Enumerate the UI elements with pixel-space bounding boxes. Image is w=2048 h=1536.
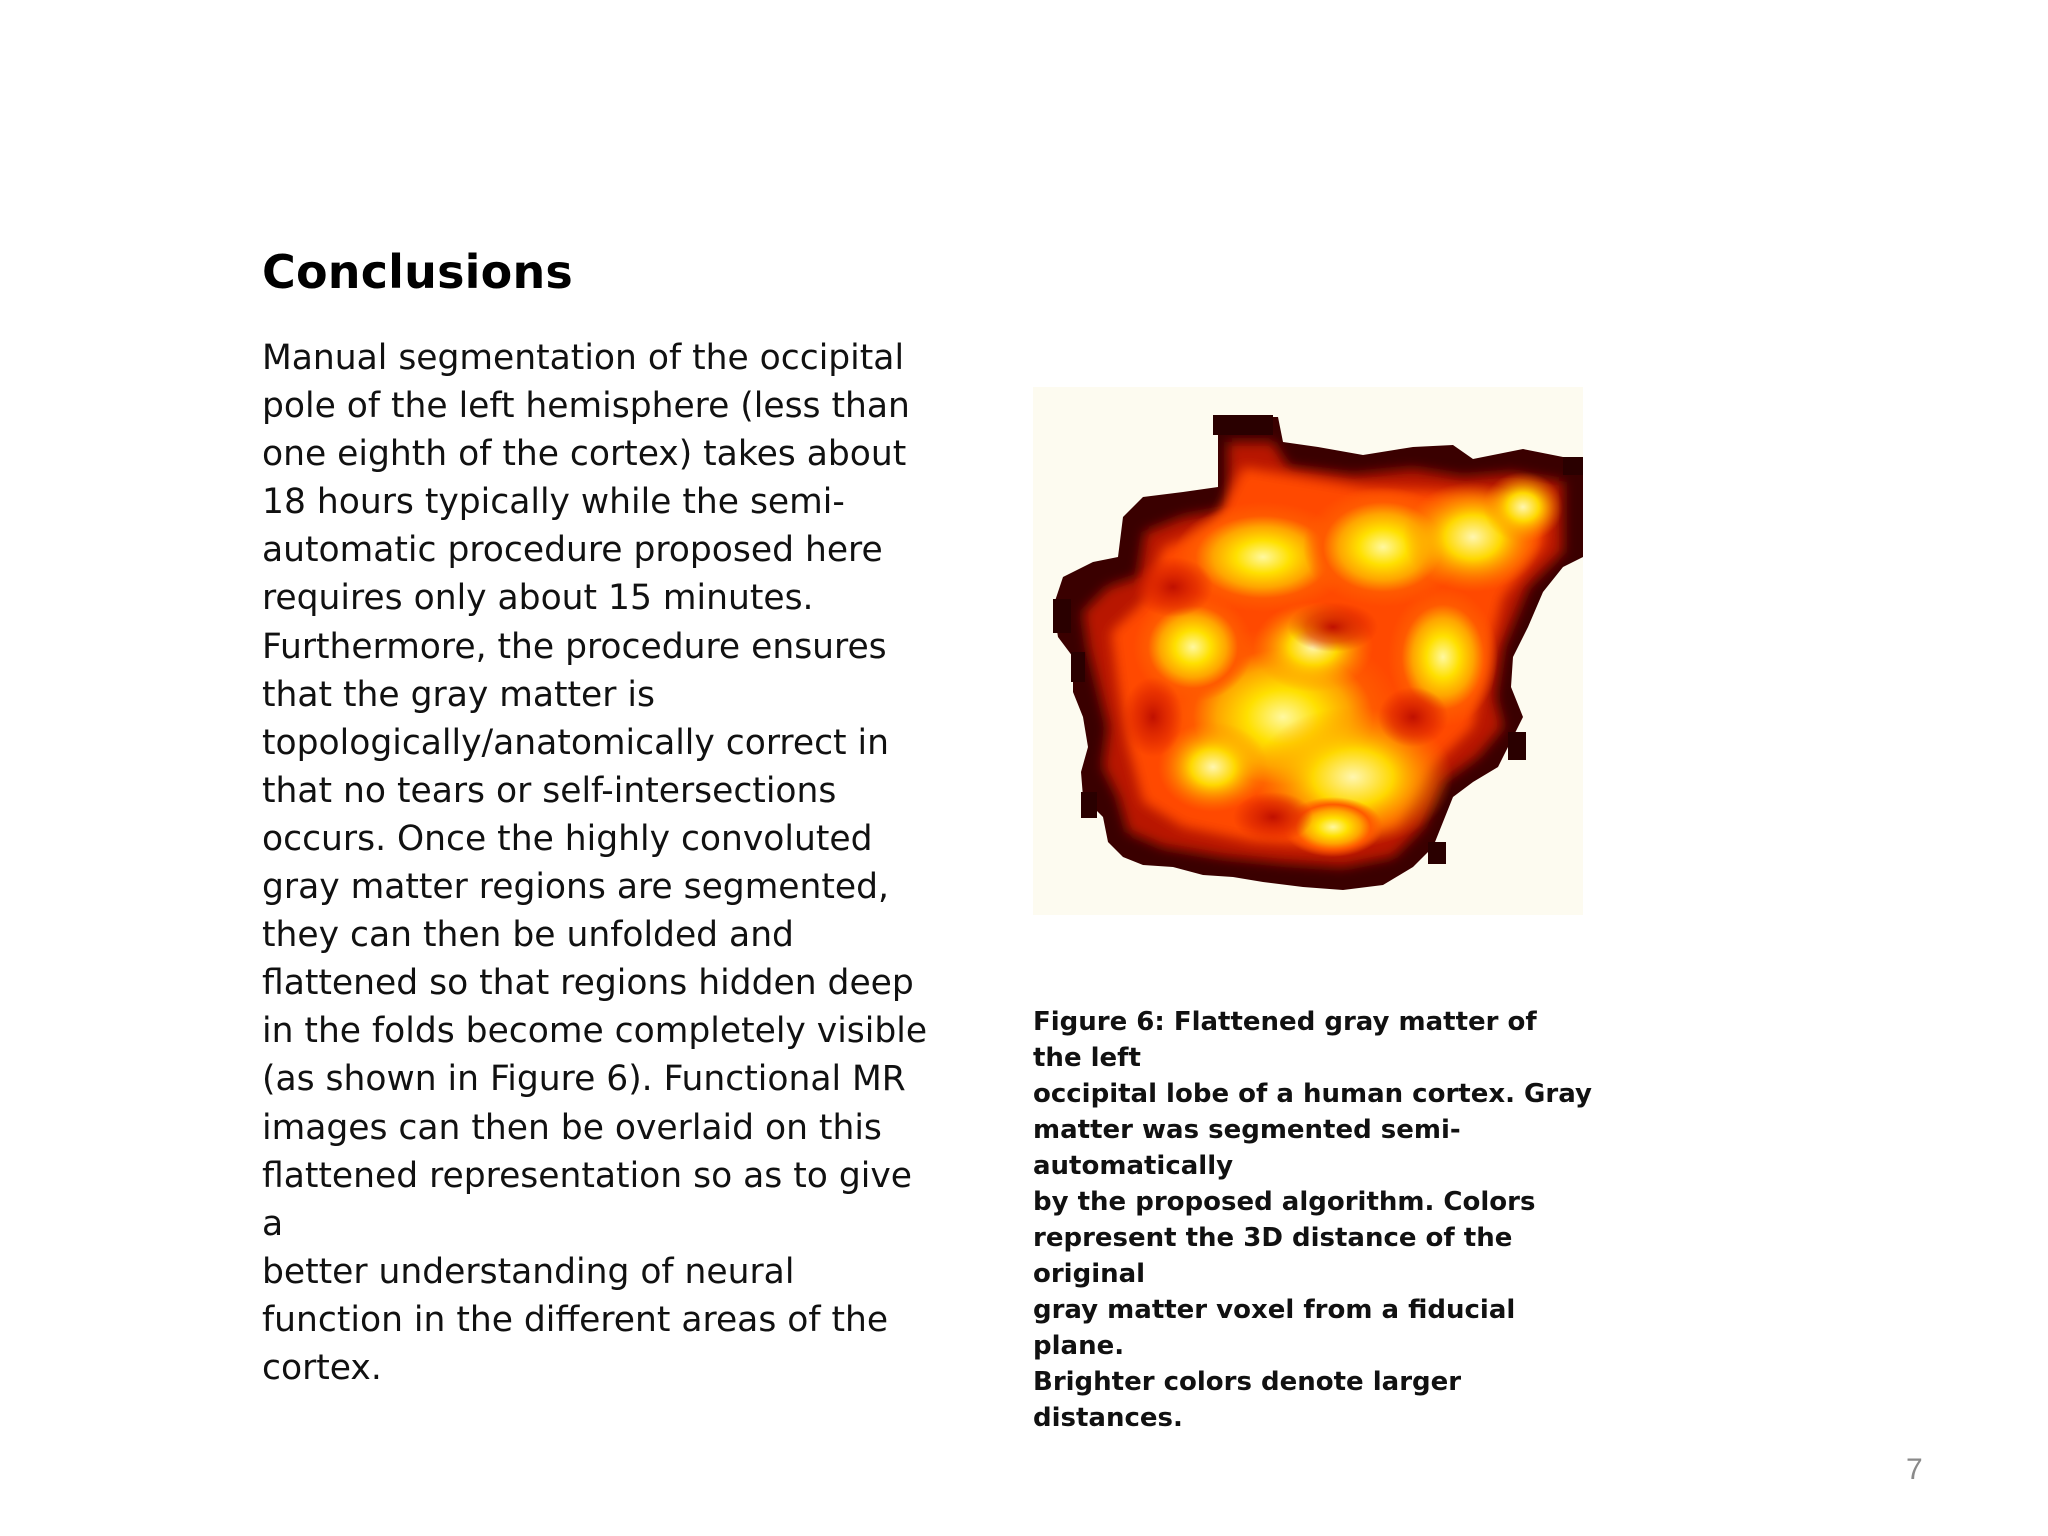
slide-title: Conclusions [262, 245, 573, 299]
body-paragraph: Manual segmentation of the occipital pole of the left hemisphere (less than one eighth of the cortex) takes about 18 hours typically while the semi- automatic procedure proposed here requires only about 15 minutes. Furthermore, the procedure ensures that the gray matter is topologically/anatomically correct in that no tears or self-intersections occurs. Once the highly convoluted gray matter regions are segmented, they can then be unfolded and flattened so that regions hidden deep in the folds become completely visible (as shown in Figure 6). Functional MR images can then be overlaid on this flattened representation so as to give a better understanding of neural function in the different areas of the cortex. [262, 338, 928, 1388]
figure-caption: Figure 6: Flattened gray matter of the left occipital lobe of a human cortex. Gray matter was segmented semi-automatically by the proposed algorithm. Colors represent the 3D distance of the original gray matter voxel from a fiducial plane. Brighter colors denote larger distances. [1033, 1007, 1592, 1433]
page-number: 7 [1906, 1453, 1923, 1486]
flattened-cortex-heatmap [1033, 387, 1583, 915]
figure-6-image [1033, 387, 1583, 915]
